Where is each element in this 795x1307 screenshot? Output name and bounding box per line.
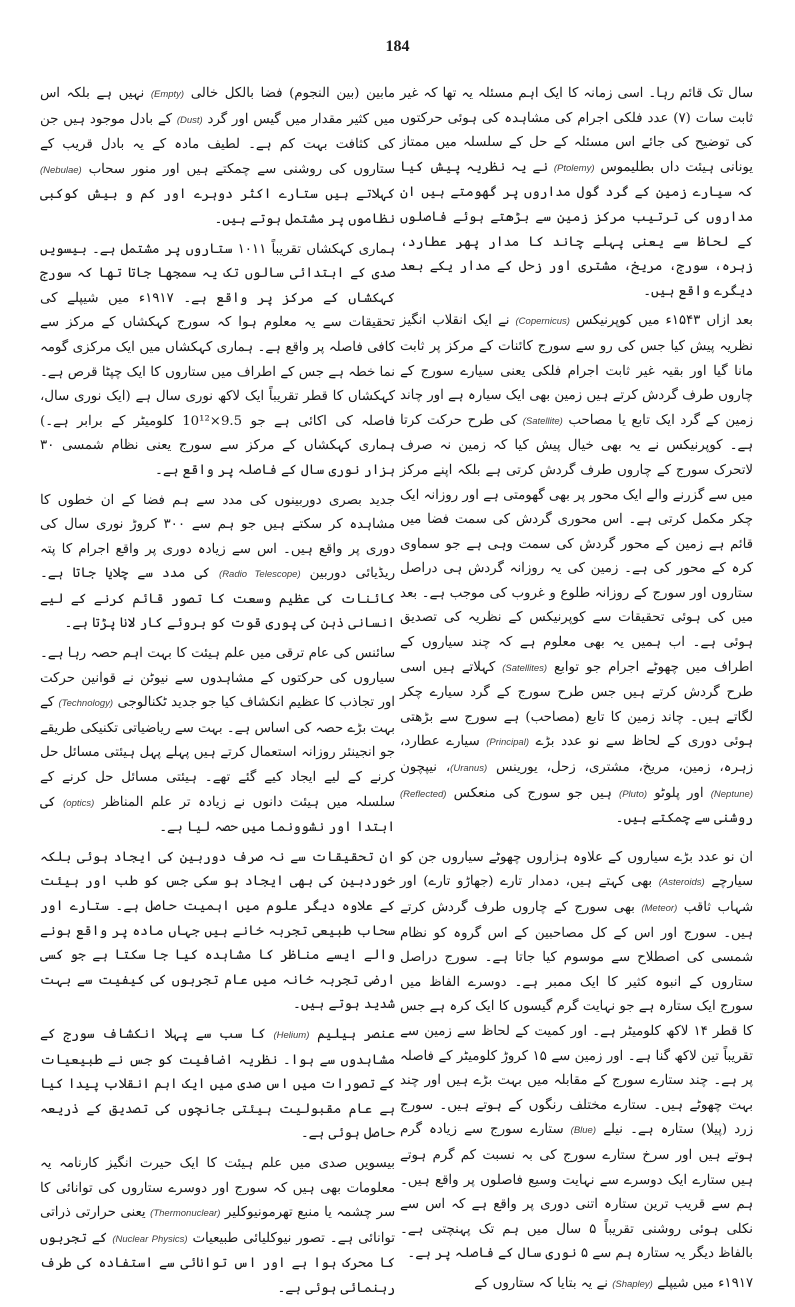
english-term: (Asteroids) (658, 877, 705, 889)
english-term: (Reflected) (400, 788, 447, 800)
paragraph: عنصر ہیلیم (Helium) کا سب سے پہلا انکشاف سورج کے مشاہدوں سے ہوا۔ نظریہ اضافیت کو جس نے طبیعیات کے تصورات میں اس صدی میں ایک اہم انقلاب پیدا کیا ہے عام مقبولیت ہیئتی جانچوں کی تصدیق کے ذریعہ حاصل ہوئی ہے۔ (40, 1026, 395, 1142)
paragraph: ان نو عدد بڑے سیاروں کے علاوہ ہزاروں چھوٹے سیاروں جن کو سیارچے (Asteroids) بھی کہتے ہیں، دمدار تارے (جھاڑو تارے) اور شہاب ثاقب (Meteor) بھی سورج کے چاروں طرف گردش کرتے ہیں۔ سورج اور اس کے کل مصاحبین کے اس گروہ کو نظام شمسی کی اصطلاح سے موسوم کیا جاتا ہے۔ سورج دراصل ستاروں کے انبوہ کثیر کا ایک ممبر ہے۔ دوسرے الفاظ میں سورج ایک ستارہ ہے جو نہایت گرم گیسوں کا ایک کرہ ہے جس کا قطر ۱۴ لاکھ کلومیٹر ہے۔ اور کمیت کے لحاظ سے زمین سے تقریباً تین لاکھ گنا ہے۔ اور زمین سے ۱۵ کروڑ کلومیٹر کے فاصلہ پر ہے۔ چند ستارے سورج کے مقابلہ میں بہت بڑے ہیں اور چند بہت چھوٹے ہیں۔ ستارے مختلف رنگوں کے ہوتے ہیں۔ سورج زرد (پیلا) ستارہ ہے۔ نیلے (Blue) ستارے سورج سے زیادہ گرم ہوتے ہیں اور سرخ ستارے سورج کی بہ نسبت کم گرم ہوتے ہیں ستارے ایک دوسرے سے نہایت وسیع فاصلوں پر واقع ہیں۔ ہم سے قریب ترین ستارہ اتنی دوری پر واقع ہے کہ اس سے نکلی ہوئی روشنی تقریباً ۵ سال میں ہم تک پہنچتی ہے۔ بالفاظ دیگر یہ ستارہ ہم سے ۵ نوری سال کے فاصلہ پر ہے۔ (400, 849, 754, 1262)
paragraph: مابین (بین النجوم) فضا بالکل خالی (Empty) نہیں ہے بلکہ اس میں کثیر مقدار میں گیس اور گرد (Dust) کے بادل موجود ہیں جن کی کثافت بہت کم ہے۔ لطیف مادہ کے یہ بادل قریب کے ستاروں کی روشنی سے چمکتے ہیں اور منور سحاب (Nebulae) کہلاتے ہیں ستارے اکثر دوہرے اور کم و بیش کوکبی نظاموں پر مشتمل ہوتے ہیں۔ (40, 86, 396, 227)
english-term: (Meteor) (641, 903, 678, 914)
english-term: (Blue) (570, 1125, 596, 1137)
paragraph: ہماری کہکشاں تقریباً ۱۰۱۱ ستاروں پر مشتمل ہے۔ بیسویں صدی کے ابتدائی سالوں تک یہ سمجھا جاتا تھا کہ سورج کہکشاں کے مرکز پر واقع ہے۔ ۱۹۱۷ء میں شیپلے کی تحقیقات سے یہ معلوم ہوا کہ سورج کہکشاں کے مرکز سے کافی فاصلہ پر واقع ہے۔ ہماری کہکشاں میں ایک مرکزی گومہ نما خطہ ہے جس کے اطراف میں ستاروں کا ایک چپٹا قرص ہے۔ کہکشاں کا قطر تقریباً ایک لاکھ نوری سال ہے (ایک نوری سال، فاصلہ کی اکائی ہے جو 9.5×10¹² کلومیٹر کے برابر ہے۔) ہماری کہکشاں کے مرکز سے سورج یعنی نظام شمسی ۳۰ ہزار نوری سال کے فاصلہ پر واقع ہے۔ (40, 241, 395, 478)
english-term: (Copernicus) (515, 316, 570, 328)
paragraph: جدید بصری دوربینوں کی مدد سے ہم فضا کے ان خطوں کا مشاہدہ کر سکتے ہیں جو ہم سے ۳۰۰ کروڑ نوری سال کی دوری پر واقع ہیں۔ اس سے زیادہ دوری پر واقع اجرام کا پتہ ریڈیائی دوربین (Radio Telescope) کی مدد سے چلایا جاتا ہے۔ کائنات کی عظیم وسعت کا تصور قائم کرنے کے لیے انسانی ذہن کی پوری قوت کو بروئے کار لانا پڑتا ہے۔ (40, 492, 395, 632)
english-term: (optics) (63, 797, 95, 809)
english-term: (Principal) (486, 737, 529, 749)
paragraph: سال تک قائم رہا۔ اسی زمانہ کا ایک اہم مسئلہ یہ تھا کہ غیر ثابت سات (۷) عدد فلکی اجرام کی مشاہدہ کی ہوئی حرکتوں کی توضیح کی جائے اس مسئلہ کے حل کے سلسلہ میں ممتاز یونانی ہیئت داں بطلیموس (Ptolemy) نے یہ نظریہ پیش کیا کہ سیارے زمین کے گرد گول مداروں پر گھومتے ہیں ان مداروں کی ترتیب مرکز زمین سے بڑھتے ہوئے فاصلوں کے لحاظ سے یعنی پہلے چاند کا مدار پھر عطارد، زہرہ، سورج، مریخ، مشتری اور زحل کے مدار یکے بعد دیگرے واقع ہیں۔ (400, 86, 754, 299)
left-column (40, 82, 395, 1307)
right-column (400, 82, 753, 1303)
english-term: (Nebulae) (40, 164, 82, 176)
english-term: (Neptune) (710, 788, 753, 800)
english-term: (Satellite) (522, 415, 563, 427)
english-term: (Thermonuclear) (150, 1208, 221, 1220)
paragraph: ان تحقیقات سے نہ صرف دوربین کی ایجاد ہوئی بلکہ خوردبین کی بھی ایجاد ہو سکی جس کو طب اور ہیئت کے علاوہ دیگر علوم میں اہمیت حاصل ہے۔ ستارے اور سحاب طبیعی تجربہ خانے ہیں جہاں مادہ پر واقع ہونے والے ایسے مناظر کا مشاہدہ کیا جا سکتا ہے جو کسی ارضی تجربہ خانہ میں عام تجربوں کی کیفیت سے بہت شدید ہوتے ہیں۔ (40, 849, 395, 1013)
english-term: (Helium) (273, 1029, 310, 1041)
english-term: (Pluto) (619, 788, 648, 800)
english-term: (Uranus) (450, 763, 488, 775)
english-term: (Nuclear Physics) (112, 1233, 188, 1245)
english-term: (Radio Telescope) (219, 569, 301, 581)
english-term: (Technology) (58, 698, 114, 710)
english-term: (Ptolemy) (553, 162, 595, 174)
english-term: (Shapley) (612, 1278, 653, 1290)
english-term: (Satellites) (502, 662, 548, 674)
paragraph: بیسویں صدی میں علم ہیئت کا ایک حیرت انگیز کارنامہ یہ معلومات بھی ہیں کہ سورج اور دوسرے ستاروں کی توانائی کا سر چشمہ یا منبع تھرمونیوکلیر (Thermonuclear) یعنی حرارتی ذراتی توانائی ہے۔ تصور نیوکلیائی طبیعیات (Nuclear Physics) کے تجربوں کا محرک ہوا ہے اور اس توانائی سے استفادہ کی طرف رہنمائی ہوئی ہے۔ (40, 1155, 395, 1296)
english-term: (Dust) (176, 114, 203, 126)
english-term: (Empty) (150, 89, 185, 100)
paragraph: سائنس کی عام ترقی میں علم ہیئت کا بہت اہم حصہ رہا ہے۔ سیاروں کی حرکتوں کے مشاہدوں سے نیوٹن نے قوانین حرکت اور تجاذب کا عظیم انکشاف کیا جو جدید ٹکنالوجی (Technology) کے بہت بڑے حصہ کی اساس ہے۔ بہت سے ریاضیاتی تکنیکی طریقے جو انجینئر روزانہ استعمال کرتے ہیں پہلے پہل ہیئتی مسائل حل کرنے کے لیے ایجاد کیے گئے تھے۔ ہیئتی مسائل حل کرنے کے سلسلہ میں ہیئت دانوں نے زیادہ تر علم المناظر (optics) کی ابتدا اور نشوونما میں حصہ لیا ہے۔ (40, 646, 395, 836)
page-number: 184 (385, 38, 410, 55)
paragraph: بعد ازاں ۱۵۴۳ء میں کوپرنیکس (Copernicus) نے ایک انقلاب انگیز نظریہ پیش کیا جس کی رو سے سورج کائنات کے مرکز پر ثابت مانا گیا اور بقیہ غیر ثابت اجرام فلکی یعنی سیارے سورج کے چاروں طرف گردش کرتے ہیں زمین بھی ایک سیارہ ہے اور چاند زمین کے گرد ایک تابع یا مصاحب (Satellite) کی طرح حرکت کرتا ہے۔ کوپرنیکس نے یہ بھی خیال پیش کیا کہ زمین نہ صرف لاتحرک سورج کے چاروں طرف گردش کرتی ہے بلکہ اپنے مرکز میں سے گزرنے والے ایک محور پر بھی گھومتی ہے اور روزانہ ایک چکر مکمل کرتی ہے۔ اس محوری گردش کی سمت فضا میں قائم ہے زمین کے محور گردش کی سمت وہی ہے جو سماوی کرہ کے محور کی ہے۔ زمین کی یہ روزانہ گردش ہی دراصل ستاروں اور سورج کے روزانہ طلوع و غروب کی موجب ہے۔ بعد میں کی ہوئی تحقیقات سے کوپرنیکس کے نظریہ کی تصدیق ہوئی ہے۔ اب ہمیں یہ بھی معلوم ہے کہ چند سیاروں کے اطراف میں چھوٹے اجرام جو توابع (Satellites) کہلاتے ہیں اسی طرح گردش کرتے ہیں جس طرح سورج کے گرد سیارے چکر لگاتے ہیں۔ چاند زمین کا تابع (مصاحب) ہے سورج سے بڑھتی ہوئی دوری کے لحاظ سے نو عدد بڑے (Principal) سیارے عطارد، زہرہ، زمین، مریخ، مشتری، زحل، یورینس (Uranus)، نیپچون (Neptune) اور پلوٹو (Pluto) ہیں جو سورج کی منعکس (Reflected) روشنی سے چمکتے ہیں۔ (400, 313, 753, 827)
paragraph: ۱۹۱۷ء میں شیپلے (Shapley) نے یہ بتایا کہ ستاروں کے (474, 1275, 753, 1291)
